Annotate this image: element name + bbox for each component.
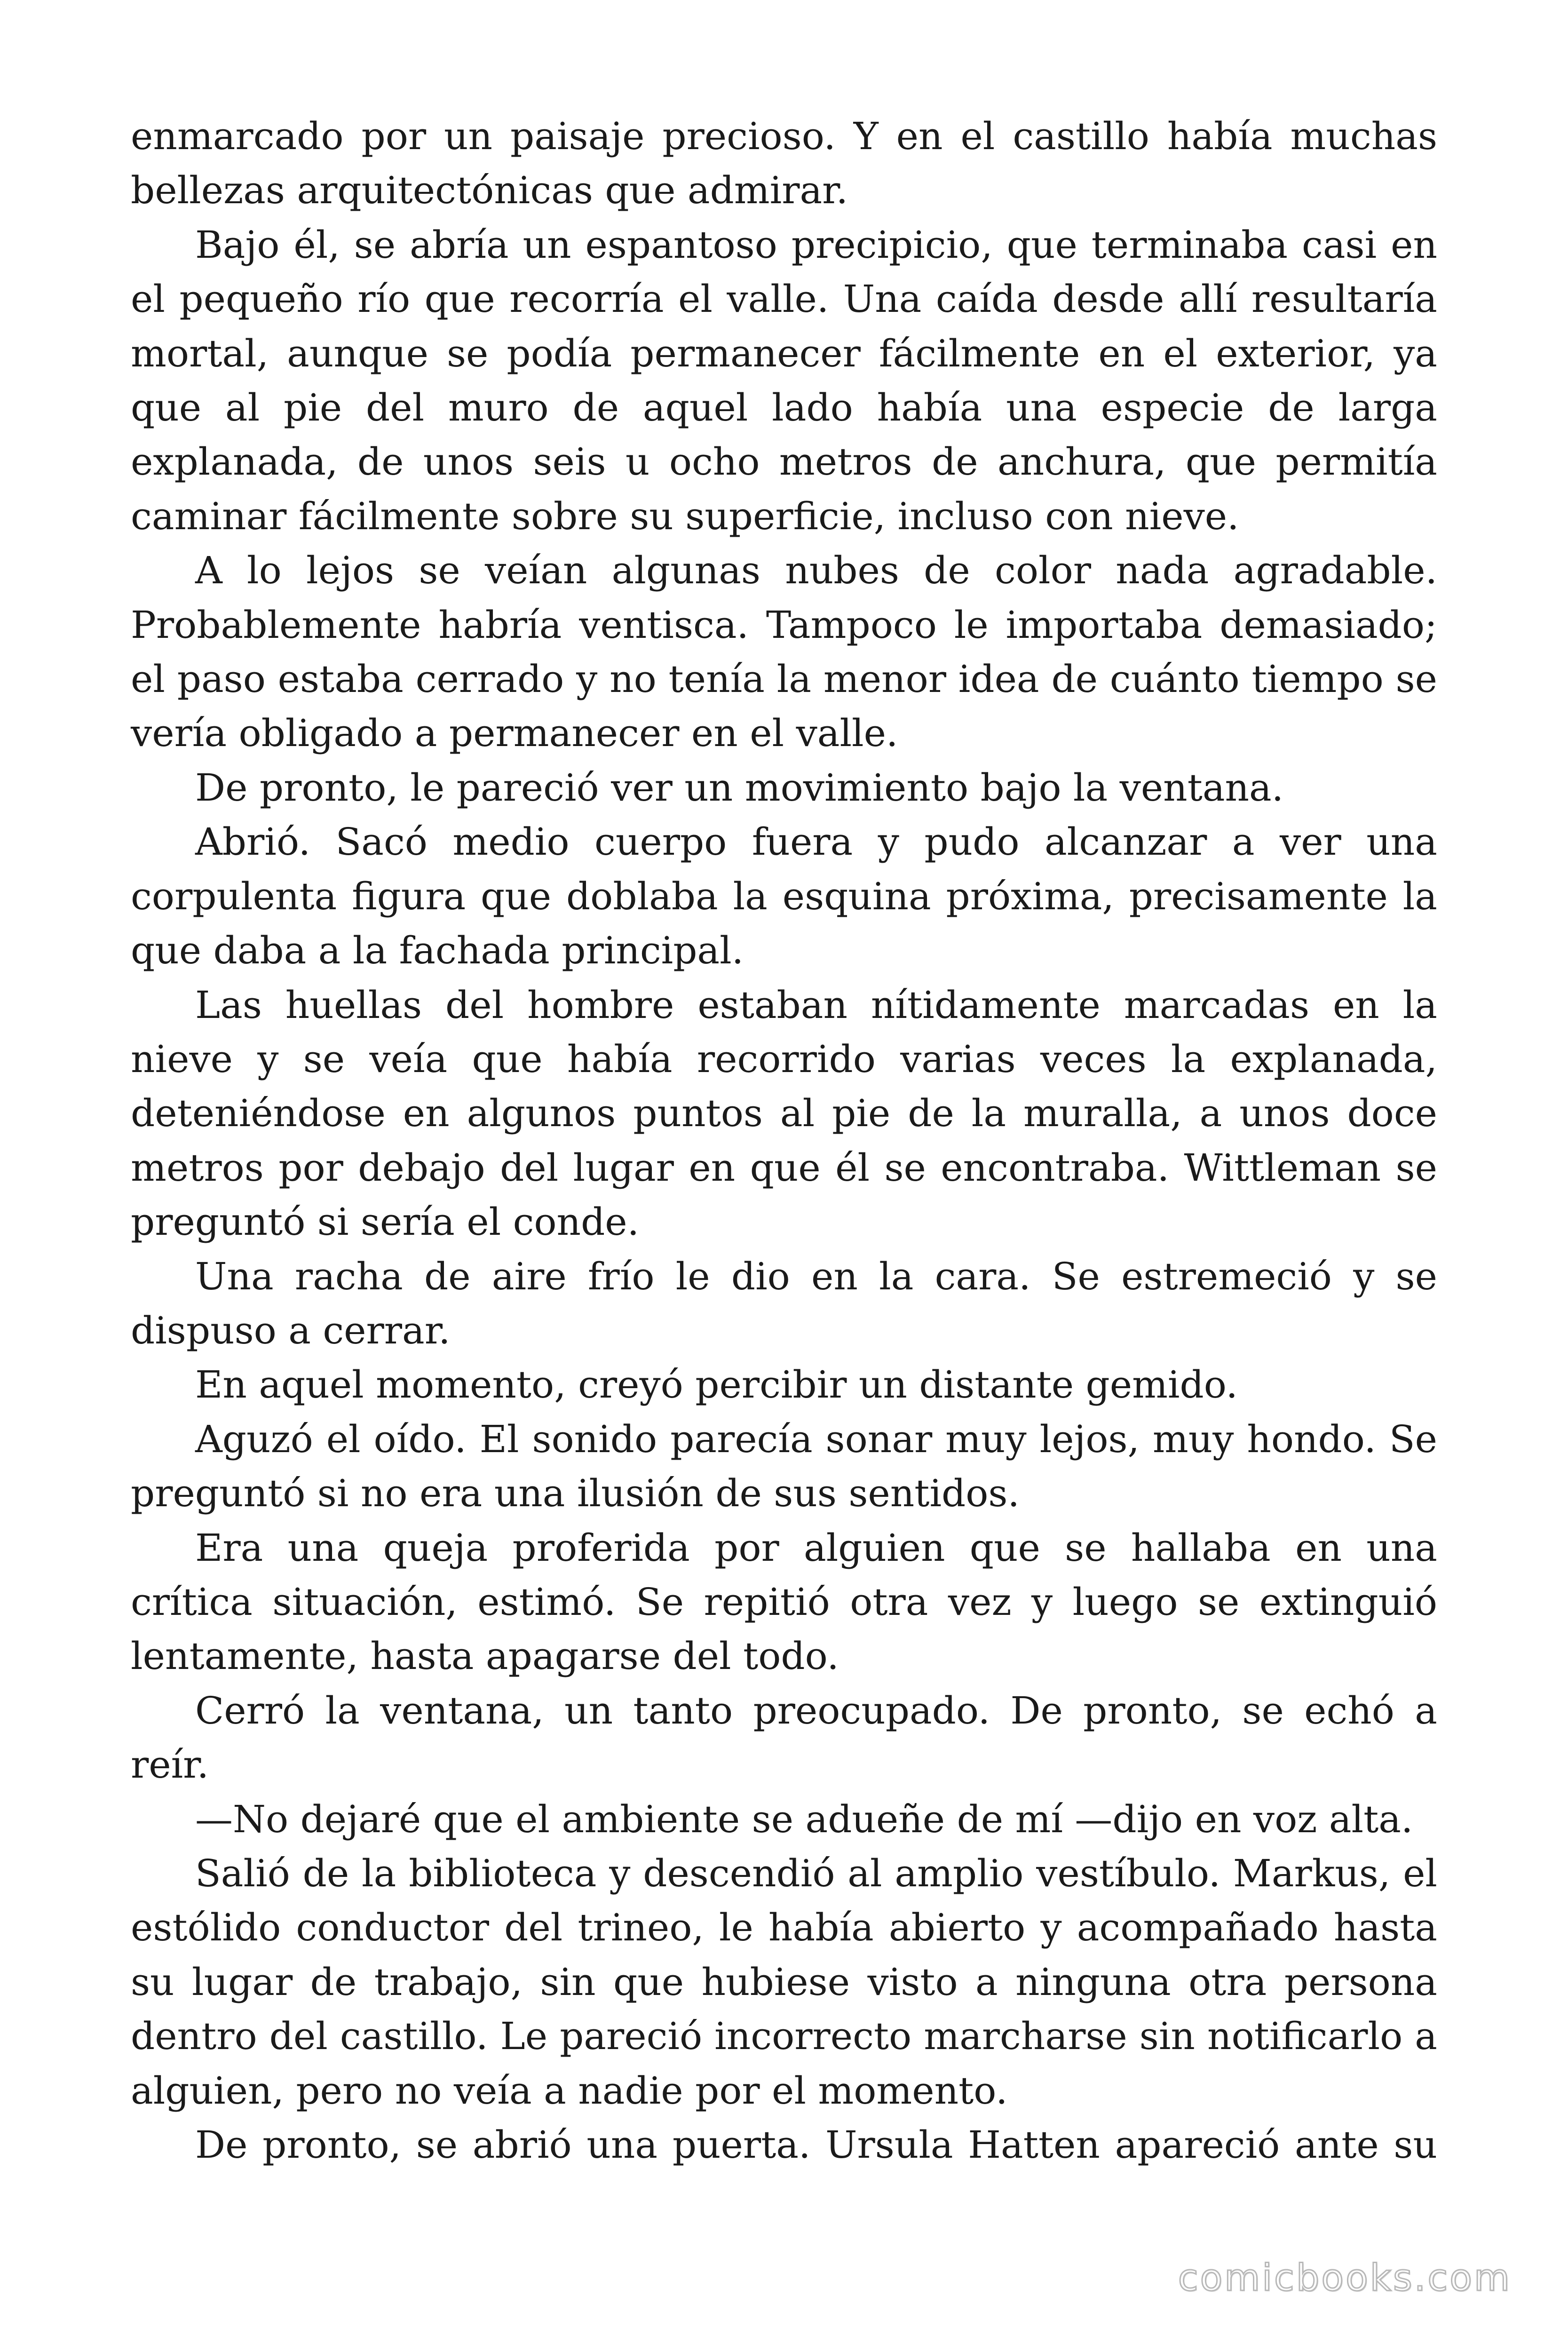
paragraph: Salió de la biblioteca y descendió al amplio vestíbulo. Markus, el estólido conductor del trineo, le había abierto y acompañado hasta su lugar de trabajo, sin que hubiese visto a ninguna otra persona dentro del castillo. Le pareció incorrecto marcharse sin notificarlo a alguien, pero no veía a nadie por el momento. [131,1851,1437,2113]
paragraph: A lo lejos se veían algunas nubes de color nada agradable. Probablemente habría ventisca. Tampoco le importaba demasiado; el paso estaba cerrado y no tenía la menor idea de cuánto tiempo se vería obligado a permanecer en el valle. [131,548,1437,755]
paragraph-trailing: De pronto, se abrió una puerta. Ursula Hatten apareció ante su [195,2123,1437,2167]
paragraph: Abrió. Sacó medio cuerpo fuera y pudo alcanzar a ver una corpulenta figura que doblaba la esquina próxima, precisamente la que daba a la fachada principal. [131,820,1437,973]
paragraph: Bajo él, se abría un espantoso precipicio, que terminaba casi en el pequeño río que recorría el valle. Una caída desde allí resultaría mortal, aunque se podía permanecer fácilmente en el exterior, ya que al pie del muro de aquel lado había una especie de larga explanada, de unos seis u ocho metros de anchura, que permitía caminar fácilmente sobre su superficie, incluso con nieve. [131,222,1437,538]
paragraph: Aguzó el oído. El sonido parecía sonar muy lejos, muy hondo. Se preguntó si no era una ilusión de sus sentidos. [131,1417,1437,1516]
paragraph-continuation: enmarcado por un paisaje precioso. Y en el castillo había muchas bellezas arquitectónicas que admirar. [131,114,1437,213]
paragraph: Cerró la ventana, un tanto preocupado. De pronto, se echó a reír. [131,1688,1437,1787]
paragraph: De pronto, le pareció ver un movimiento bajo la ventana. [195,765,1284,810]
paragraph: Las huellas del hombre estaban nítidamente marcadas en la nieve y se veía que había recorrido varias veces la explanada, deteniéndose en algunos puntos al pie de la muralla, a unos doce metros por debajo del lugar en que él se encontraba. Wittleman se preguntó si sería el conde. [131,983,1437,1244]
watermark-logo: comicbooks.com [1178,2257,1512,2299]
paragraph: Una racha de aire frío le dio en la cara. Se estremeció y se dispuso a cerrar. [131,1254,1437,1352]
paragraph: Era una queja proferida por alguien que se hallaba en una crítica situación, estimó. Se repitió otra vez y luego se extinguió lentamente, hasta apagarse del todo. [131,1526,1437,1678]
body-text [131,109,1437,2172]
paragraph: En aquel momento, creyó percibir un distante gemido. [195,1363,1238,1407]
dialogue-paragraph: —No dejaré que el ambiente se adueñe de mí —dijo en voz alta. [195,1797,1413,1841]
